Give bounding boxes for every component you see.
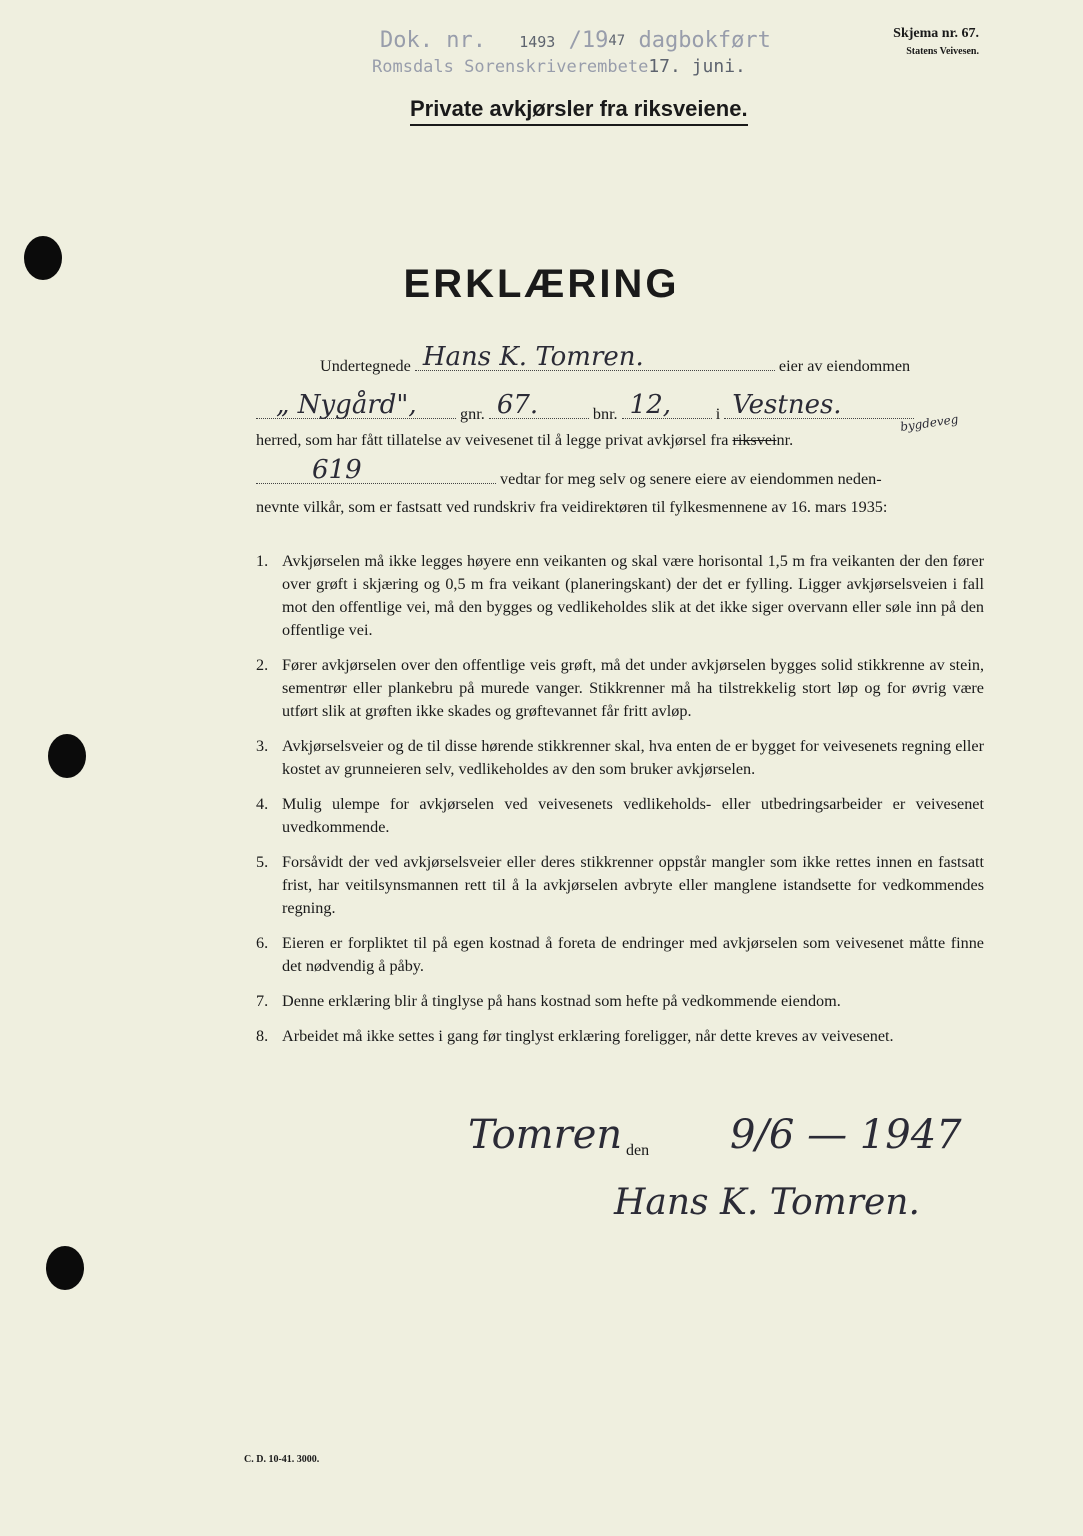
form-number: Skjema nr. 67. bbox=[893, 26, 979, 41]
undertegnede-label: Undertegnede bbox=[320, 357, 411, 375]
stamp-doc-number: 1493 bbox=[519, 33, 556, 51]
list-item bbox=[256, 735, 984, 781]
bnr-value: 12, bbox=[629, 390, 672, 420]
condition-number: 8. bbox=[256, 1027, 269, 1045]
condition-text: Avkjørselen må ikke legges høyere enn veikanten og skal være horisontal 1,5 m fra veikanten der den fører over grøft i skjæring og 0,5 m fra veikant (planeringskant) der det er fylling. Ligger avkjørselsveien i fall mot den offentlige vei, må den bygges og vedlikeholdes slik at det ikke siger overvann eller søle inn på den offentlige vei. bbox=[282, 552, 984, 639]
conditions-list bbox=[256, 550, 984, 1060]
bnr-field bbox=[622, 390, 712, 420]
list-item bbox=[256, 654, 984, 723]
stamp-prefix: Dok. nr. bbox=[380, 28, 486, 53]
stamp-year-part: /19 bbox=[568, 28, 609, 53]
condition-number: 6. bbox=[256, 934, 269, 952]
intro-paragraph: nevnte vilkår, som er fastsatt ved rundskriv fra veidirektøren til fylkesmennene av 16. mars 1935: bbox=[256, 498, 888, 516]
list-item bbox=[256, 932, 984, 978]
permission-line bbox=[256, 431, 984, 450]
gnr-label: gnr. bbox=[460, 405, 485, 423]
condition-number: 4. bbox=[256, 795, 269, 813]
road-number-field bbox=[256, 455, 496, 485]
municipality-value: Vestnes. bbox=[732, 390, 842, 420]
list-item bbox=[256, 550, 984, 642]
inserted-word: bygdeveg bbox=[899, 411, 960, 435]
document-title: ERKLÆRING bbox=[403, 262, 680, 306]
gnr-value: 67. bbox=[496, 390, 539, 420]
permission-text: herred, som har fått tillatelse av veivesenet til å legge privat avkjørsel fra bbox=[256, 431, 729, 449]
condition-text: Avkjørselsveier og de til disse hørende stikkrenner skal, hva enten de er bygget for veivesenets regning eller kostet av grunneieren selv, vedlikeholdes av den som bruker avkjørselen. bbox=[282, 737, 984, 778]
condition-text: Eieren er forpliktet til på egen kostnad å foreta de endringer med avkjørselen som veivesenet måtte finne det nødvendig å påby. bbox=[282, 934, 984, 975]
den-label: den bbox=[626, 1142, 650, 1159]
condition-number: 5. bbox=[256, 853, 269, 871]
form-reference bbox=[893, 26, 979, 57]
condition-number: 7. bbox=[256, 992, 269, 1010]
condition-text: Forsåvidt der ved avkjørselsveier eller deres stikkrenner oppstår mangler som ikke rettes innen en fastsatt frist, har veitilsynsmannen rett til å la avkjørselen avbryte eller manglene istandsette for vedkommendes regning. bbox=[282, 853, 984, 917]
signature-name: Hans K. Tomren. bbox=[614, 1182, 920, 1223]
list-item bbox=[256, 1025, 984, 1048]
road-number-line bbox=[256, 455, 984, 489]
condition-number: 1. bbox=[256, 552, 269, 570]
owner-suffix: eier av eiendommen bbox=[778, 357, 911, 375]
nr-label: nr. bbox=[776, 431, 794, 449]
gnr-field bbox=[489, 390, 589, 420]
road-number-value: 619 bbox=[312, 455, 362, 485]
property-field bbox=[256, 390, 456, 420]
signatory-field bbox=[415, 342, 775, 372]
signature-place: Tomren bbox=[468, 1112, 623, 1158]
registration-stamp bbox=[372, 24, 822, 84]
condition-text: Mulig ulempe for avkjørselen ved veivesenets vedlikeholds- eller utbedringsarbeider er veivesenet uvedkommende. bbox=[282, 795, 984, 836]
signatory-value: Hans K. Tomren. bbox=[422, 342, 644, 372]
municipality-field bbox=[724, 390, 914, 420]
signature-date: 9/6 — 1947 bbox=[730, 1112, 962, 1158]
punch-hole bbox=[46, 1246, 84, 1290]
stamp-office: Romsdals Sorenskriverembete bbox=[372, 57, 649, 77]
document-heading: Private avkjørsler fra riksveiene. bbox=[410, 96, 748, 126]
stamp-date: 17. juni. bbox=[648, 56, 746, 77]
property-line bbox=[256, 390, 984, 424]
property-value: „ Nygård", bbox=[276, 390, 417, 420]
i-label: i bbox=[715, 405, 721, 423]
signatory-line bbox=[320, 342, 984, 376]
list-item bbox=[256, 990, 984, 1013]
print-code: C. D. 10-41. 3000. bbox=[244, 1454, 320, 1465]
stamp-year-suffix: 47 bbox=[608, 33, 626, 49]
struck-word: riksvei bbox=[732, 431, 777, 449]
condition-text: Arbeidet må ikke settes i gang før tinglyst erklæring foreligger, når dette kreves av veivesenet. bbox=[282, 1027, 894, 1045]
condition-number: 3. bbox=[256, 737, 269, 755]
condition-text: Denne erklæring blir å tinglyse på hans kostnad som hefte på vedkommende eiendom. bbox=[282, 992, 841, 1010]
bnr-label: bnr. bbox=[592, 405, 618, 423]
list-item bbox=[256, 851, 984, 920]
list-item bbox=[256, 793, 984, 839]
form-issuer: Statens Veivesen. bbox=[906, 46, 979, 57]
vedtar-text: vedtar for meg selv og senere eiere av eiendommen neden- bbox=[500, 470, 882, 488]
stamp-suffix: dagbokført bbox=[638, 28, 771, 53]
punch-hole bbox=[48, 734, 86, 778]
condition-text: Fører avkjørselen over den offentlige veis grøft, må det under avkjørselen bygges solid stikkrenne av stein, sementrør eller plankebru på murede vanger. Stikkrenner må ha tilstrekkelig stort løp og for øvrig være utført slik at grøften ikke skades og grøftevannet får fritt avløp. bbox=[282, 656, 984, 720]
condition-number: 2. bbox=[256, 656, 269, 674]
